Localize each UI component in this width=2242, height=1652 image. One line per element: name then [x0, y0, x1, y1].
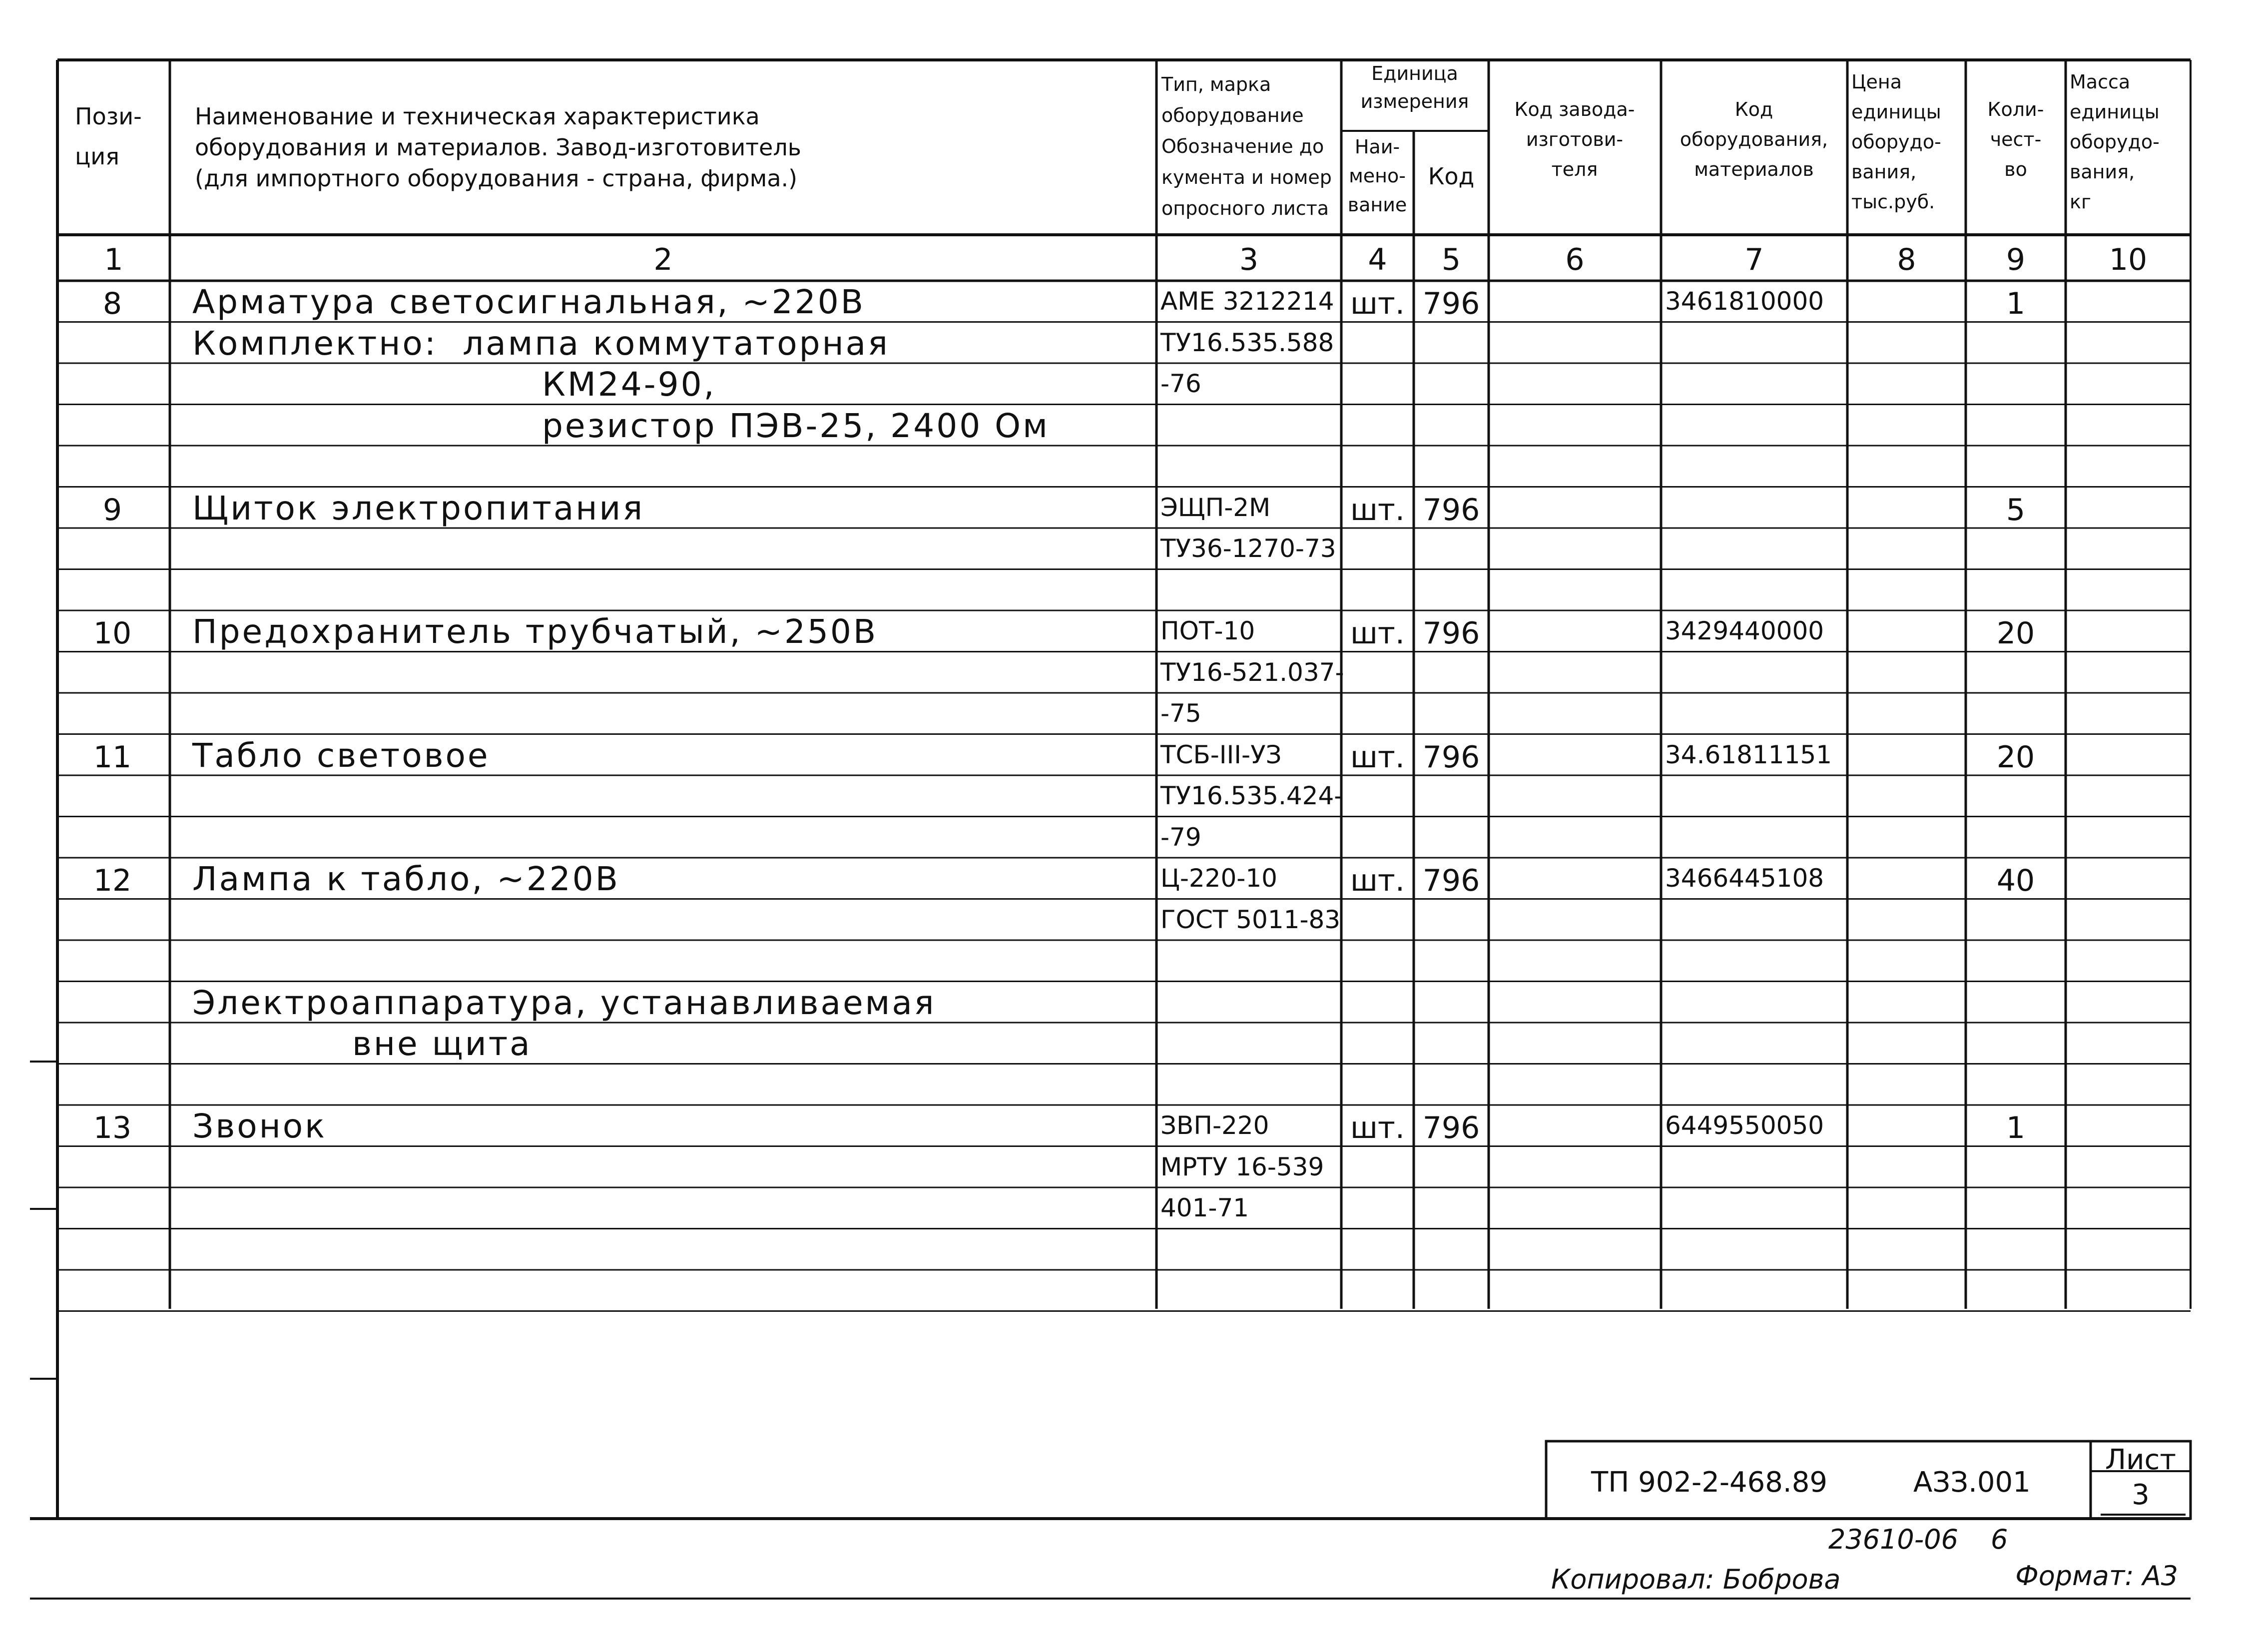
type-cell: АМЕ 3212214	[1160, 287, 1334, 316]
col6-line: изготови-	[1526, 128, 1624, 150]
equipment-code-cell: 3466445108	[1665, 864, 1824, 893]
unit-cell: шт.	[1350, 492, 1405, 528]
document-number: ТП 902-2-468.89	[1591, 1466, 1827, 1499]
col8-line: единицы	[1851, 101, 1941, 123]
position-cell: 13	[93, 1110, 132, 1145]
type-cell: -79	[1160, 822, 1201, 852]
equipment-code-cell: 3461810000	[1665, 287, 1824, 316]
sheet-label: Лист	[2105, 1444, 2176, 1476]
unit-cell: шт.	[1350, 739, 1405, 775]
type-cell: -75	[1160, 699, 1201, 728]
column-number: 1	[104, 242, 123, 277]
unit-code-cell: 796	[1422, 492, 1480, 528]
col2-line: оборудования и материалов. Завод-изготовитель	[195, 134, 801, 161]
name-cell: резистор ПЭВ-25, 2400 Ом	[542, 406, 1050, 445]
quantity-cell: 1	[2006, 286, 2026, 321]
unit-code-cell: 796	[1422, 863, 1480, 898]
copied-by: Копировал: Боброва	[1551, 1564, 1841, 1595]
name-cell: вне щита	[352, 1025, 532, 1063]
col3-line: кумента и номер	[1161, 166, 1332, 188]
col7-line: Код	[1734, 98, 1773, 120]
position-cell: 9	[102, 492, 122, 528]
quantity-cell: 5	[2006, 492, 2026, 528]
position-cell: 11	[93, 739, 132, 775]
type-cell: ГОСТ 5011-83	[1160, 905, 1341, 934]
col7-line: материалов	[1694, 158, 1814, 180]
quantity-cell: 1	[2006, 1110, 2026, 1145]
col8-line: вания,	[1851, 161, 1917, 183]
header-col5: Код	[1428, 163, 1475, 190]
position-cell: 10	[93, 616, 132, 651]
type-cell: ТУ16-521.037-	[1160, 657, 1344, 687]
name-cell: Предохранитель трубчатый, ~250В	[192, 612, 878, 651]
archive-sheet-number: 6	[1991, 1524, 2008, 1555]
col10-line: оборудо-	[2070, 131, 2160, 153]
type-cell: ПОТ-10	[1160, 616, 1255, 645]
column-number: 5	[1441, 242, 1461, 277]
col10-line: кг	[2070, 191, 2091, 213]
col3-line: оборудование	[1161, 104, 1304, 126]
name-cell: Звонок	[192, 1107, 327, 1145]
col8-line: тыс.руб.	[1851, 191, 1935, 213]
col2-line: Наименование и техническая характеристика	[195, 103, 760, 130]
equipment-code-cell: 34.61811151	[1665, 740, 1832, 769]
col1-line: Пози-	[75, 103, 142, 130]
unit-code-cell: 796	[1422, 739, 1480, 775]
column-number: 7	[1744, 242, 1764, 277]
col4-line: мено-	[1349, 165, 1406, 187]
type-cell: МРТУ 16-539	[1160, 1152, 1324, 1181]
archive-number: 23610-06	[1828, 1524, 1958, 1555]
column-number: 6	[1565, 242, 1585, 277]
sheet-number: 3	[2132, 1479, 2150, 1511]
column-number: 2	[653, 242, 673, 277]
col6-line: Код завода-	[1514, 98, 1635, 120]
col10-line: вания,	[2070, 161, 2135, 183]
type-cell: ТУ16.535.424-	[1160, 781, 1343, 810]
name-cell: Лампа к табло, ~220В	[192, 860, 620, 898]
col8-line: оборудо-	[1851, 131, 1941, 153]
name-cell: Щиток электропитания	[192, 489, 645, 528]
col9-line: во	[2004, 158, 2027, 180]
name-cell: Арматура светосигнальная, ~220В	[192, 283, 866, 321]
type-cell: -76	[1160, 369, 1201, 398]
column-number: 10	[2109, 242, 2148, 277]
position-cell: 8	[102, 286, 122, 321]
unit-cell: шт.	[1350, 863, 1405, 898]
type-cell: 401-71	[1160, 1193, 1249, 1222]
equipment-code-cell: 6449550050	[1665, 1111, 1824, 1140]
col4-line: Наи-	[1354, 136, 1400, 158]
unit-code-cell: 796	[1422, 1110, 1480, 1145]
col3-line: опросного листа	[1161, 197, 1329, 219]
column-number: 9	[2006, 242, 2026, 277]
col2-line: (для импортного оборудования - страна, фирма.)	[195, 165, 798, 192]
type-cell: Ц-220-10	[1160, 864, 1277, 893]
col7-line: оборудования,	[1680, 128, 1828, 150]
type-cell: ТУ16.535.588	[1160, 328, 1334, 357]
sheet-code: АЗЗ.001	[1913, 1466, 2031, 1499]
type-cell: ТУ36-1270-73	[1160, 534, 1336, 563]
position-cell: 12	[93, 863, 132, 898]
equipment-code-cell: 3429440000	[1665, 616, 1824, 645]
col8-line: Цена	[1851, 71, 1902, 93]
col10-line: Масса	[2070, 71, 2131, 93]
type-cell: ЭЩП-2М	[1160, 493, 1271, 522]
quantity-cell: 20	[1996, 739, 2035, 775]
column-number: 3	[1239, 242, 1259, 277]
unit-cell: шт.	[1350, 286, 1405, 321]
name-cell: Табло световое	[192, 736, 490, 775]
col9-line: Коли-	[1987, 98, 2044, 120]
type-cell: ТСБ-III-УЗ	[1160, 740, 1282, 769]
name-cell: Комплектно: лампа коммутаторная	[192, 324, 890, 363]
col9-line: чест-	[1990, 128, 2042, 150]
name-cell: КМ24-90,	[542, 365, 716, 404]
col3-line: Обозначение до	[1161, 135, 1324, 157]
type-cell: ЗВП-220	[1160, 1111, 1269, 1140]
col1-line: ция	[75, 143, 119, 170]
name-cell: Электроаппаратура, устанавливаемая	[192, 983, 936, 1022]
col3-line: Тип, марка	[1161, 73, 1271, 95]
unit-cell: шт.	[1350, 1110, 1405, 1145]
col6-line: теля	[1551, 158, 1598, 180]
col4-line: вание	[1347, 194, 1407, 216]
unit-cell: шт.	[1350, 616, 1405, 651]
quantity-cell: 40	[1996, 863, 2035, 898]
quantity-cell: 20	[1996, 616, 2035, 651]
format-label: Формат: А3	[2015, 1560, 2178, 1592]
unit-code-cell: 796	[1422, 616, 1480, 651]
unit_group-line: Единица	[1371, 62, 1458, 84]
col10-line: единицы	[2070, 101, 2160, 123]
unit_group-line: измерения	[1360, 90, 1469, 112]
unit-code-cell: 796	[1422, 286, 1480, 321]
column-number: 4	[1368, 242, 1387, 277]
column-number: 8	[1897, 242, 1916, 277]
